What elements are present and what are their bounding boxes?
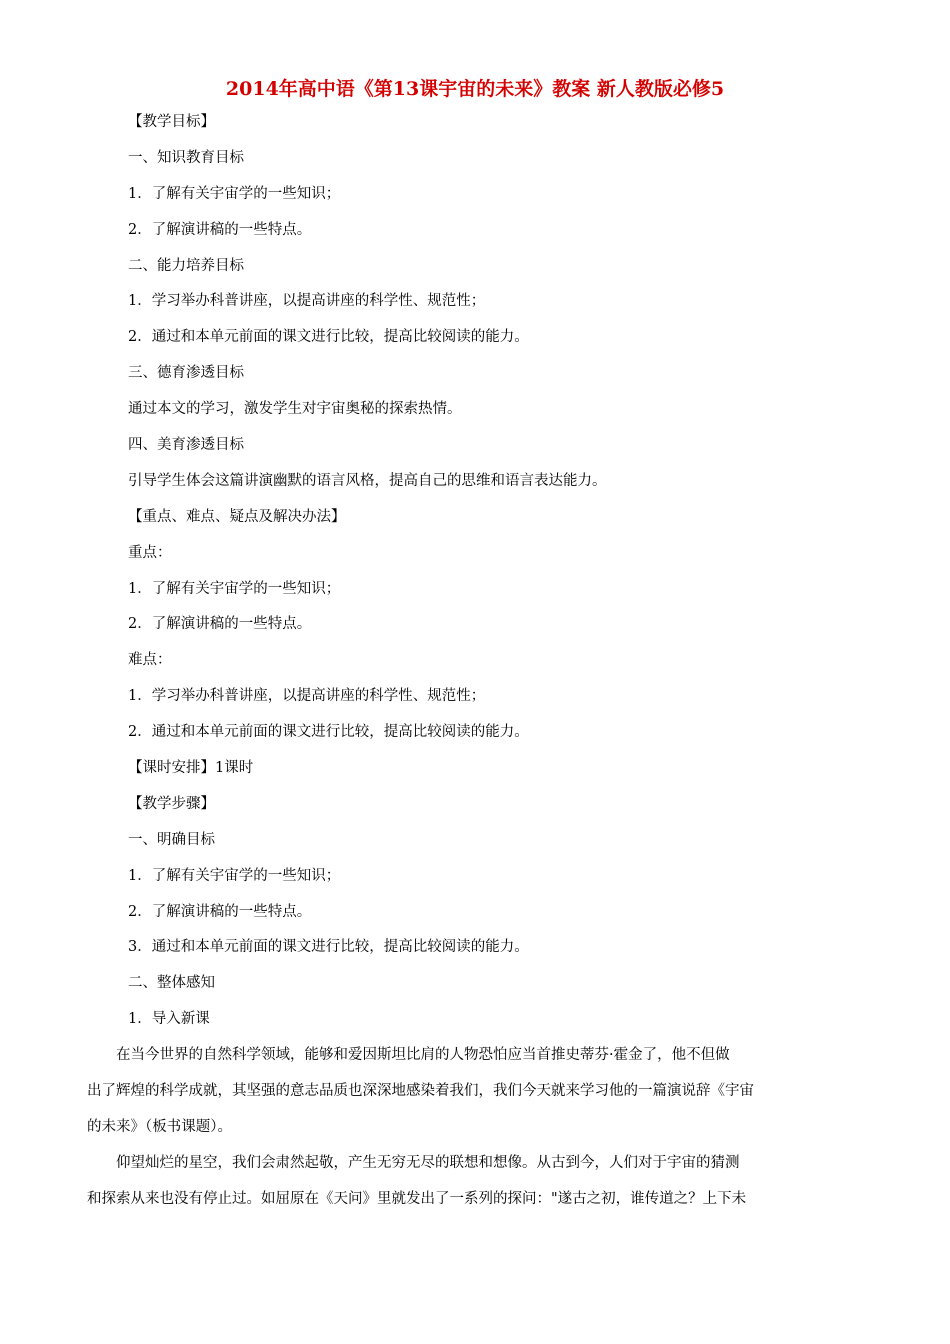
- paragraph-line: 仰望灿烂的星空，我们会肃然起敬，产生无穷无尽的联想和想像。从古到今，人们对于宇宙的猜测: [87, 1154, 740, 1171]
- section-heading: 【重点、难点、疑点及解决办法】: [128, 508, 346, 525]
- text-line: 2．通过和本单元前面的课文进行比较，提高比较阅读的能力。: [128, 724, 529, 741]
- document-title: 2014年高中语《第13课宇宙的未来》教案 新人教版必修5: [225, 78, 725, 100]
- text-line: 1．导入新课: [128, 1011, 210, 1028]
- paragraph-line: 在当今世界的自然科学领域，能够和爱因斯坦比肩的人物恐怕应当首推史蒂芬·霍金了，他不但做: [87, 1047, 730, 1064]
- text-line: 引导学生体会这篇讲演幽默的语言风格，提高自己的思维和语言表达能力。: [128, 472, 607, 489]
- paragraph-line: 和探索从来也没有停止过。如屈原在《天问》里就发出了一系列的探问："遂古之初，谁传道之？上下未: [87, 1190, 747, 1207]
- text-line: 1．了解有关宇宙学的一些知识；: [128, 185, 341, 202]
- section-heading: 【教学步骤】: [128, 795, 215, 812]
- text-line: 1．学习举办科普讲座，以提高讲座的科学性、规范性；: [128, 293, 486, 310]
- text-line: 三、德育渗透目标: [128, 365, 244, 382]
- text-line: 难点：: [128, 652, 172, 669]
- text-line: 1．了解有关宇宙学的一些知识；: [128, 867, 341, 884]
- text-line: 1．学习举办科普讲座，以提高讲座的科学性、规范性；: [128, 688, 486, 705]
- section-heading: 【教学目标】: [128, 114, 215, 130]
- text-line: 四、美育渗透目标: [128, 437, 244, 454]
- paragraph-line: 的未来》（板书课题）。: [87, 1118, 232, 1135]
- text-line: 3．通过和本单元前面的课文进行比较，提高比较阅读的能力。: [128, 939, 529, 956]
- text-line: 2．通过和本单元前面的课文进行比较，提高比较阅读的能力。: [128, 329, 529, 346]
- text-line: 2．了解演讲稿的一些特点。: [128, 221, 312, 238]
- text-line: 通过本文的学习，激发学生对宇宙奥秘的探索热情。: [128, 401, 462, 418]
- text-line: 2．了解演讲稿的一些特点。: [128, 616, 312, 633]
- text-line: 一、明确目标: [128, 831, 215, 848]
- section-heading: 【课时安排】1课时: [128, 760, 254, 777]
- text-line: 一、知识教育目标: [128, 149, 244, 166]
- text-line: 2．了解演讲稿的一些特点。: [128, 903, 312, 920]
- text-line: 二、能力培养目标: [128, 257, 244, 274]
- paragraph-line: 出了辉煌的科学成就，其坚强的意志品质也深深地感染着我们，我们今天就来学习他的一篇演说辞《宇宙: [87, 1083, 754, 1100]
- text-line: 重点：: [128, 544, 172, 561]
- text-line: 二、整体感知: [128, 975, 215, 992]
- document-body: [87, 105, 856, 1218]
- text-line: 1．了解有关宇宙学的一些知识；: [128, 580, 341, 597]
